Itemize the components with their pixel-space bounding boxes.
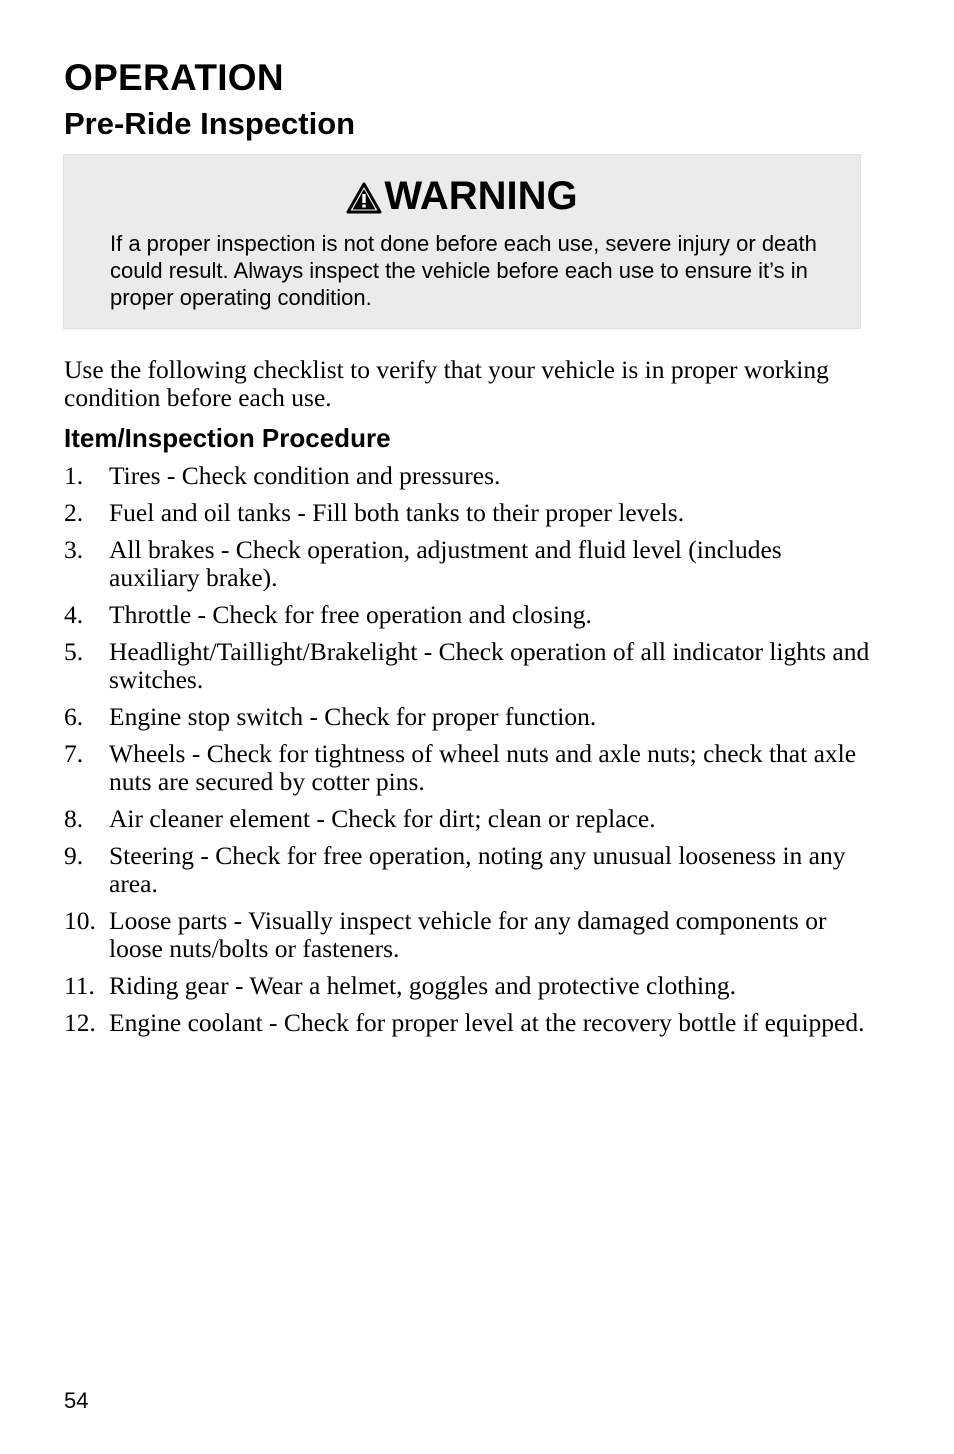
- item-number: 4.: [64, 600, 84, 629]
- warning-triangle-icon: [346, 182, 382, 214]
- item-number: 11.: [64, 971, 95, 1000]
- list-item: [64, 1009, 874, 1037]
- list-item: [64, 499, 874, 527]
- item-number: 10.: [64, 906, 96, 935]
- item-text: Engine stop switch - Check for proper function.: [109, 702, 597, 731]
- item-number: 2.: [64, 498, 84, 527]
- warning-title: WARNING: [384, 174, 578, 218]
- item-number: 12.: [64, 1008, 96, 1037]
- intro-paragraph: Use the following checklist to verify that your vehicle is in proper working condition before each use.: [64, 355, 829, 412]
- item-text: Headlight/Taillight/Brakelight - Check operation of all indicator lights and switches.: [109, 637, 870, 694]
- list-item: [64, 740, 874, 796]
- list-item: [64, 462, 874, 490]
- item-text: Tires - Check condition and pressures.: [109, 461, 501, 490]
- item-number: 9.: [64, 841, 84, 870]
- list-item: [64, 601, 874, 629]
- item-text: Air cleaner element - Check for dirt; clean or replace.: [109, 804, 656, 833]
- item-text: Engine coolant - Check for proper level at the recovery bottle if equipped.: [109, 1008, 865, 1037]
- item-number: 8.: [64, 804, 84, 833]
- checklist-heading: Item/Inspection Procedure: [64, 423, 391, 453]
- list-item: [64, 703, 874, 731]
- item-text: Throttle - Check for free operation and closing.: [109, 600, 592, 629]
- item-text: All brakes - Check operation, adjustment and fluid level (includes auxiliary brake).: [109, 535, 782, 592]
- item-number: 7.: [64, 739, 84, 768]
- item-text: Steering - Check for free operation, noting any unusual looseness in any area.: [109, 841, 846, 898]
- list-item: [64, 972, 874, 1000]
- item-number: 6.: [64, 702, 84, 731]
- warning-heading: [64, 173, 860, 219]
- list-item: [64, 805, 874, 833]
- list-item: [64, 907, 874, 963]
- item-text: Loose parts - Visually inspect vehicle for any damaged components or loose nuts/bolts or fasteners.: [109, 906, 827, 963]
- subsection-title: Pre-Ride Inspection: [64, 106, 356, 141]
- item-number: 1.: [64, 461, 84, 490]
- item-number: 5.: [64, 637, 84, 666]
- list-item: [64, 536, 874, 592]
- item-text: Riding gear - Wear a helmet, goggles and protective clothing.: [109, 971, 736, 1000]
- item-number: 3.: [64, 535, 84, 564]
- section-title: OPERATION: [64, 57, 284, 98]
- list-item: [64, 638, 874, 694]
- item-text: Fuel and oil tanks - Fill both tanks to their proper levels.: [109, 498, 685, 527]
- list-item: [64, 842, 874, 898]
- warning-text: If a proper inspection is not done before each use, severe injury or death could result. Always inspect the vehicle before each use to ensure it’s in proper operating condition.: [110, 231, 817, 310]
- inspection-checklist: [64, 462, 874, 1046]
- warning-box: [63, 154, 861, 329]
- item-text: Wheels - Check for tightness of wheel nuts and axle nuts; check that axle nuts are secured by cotter pins.: [109, 739, 857, 796]
- page-number: 54: [64, 1388, 89, 1413]
